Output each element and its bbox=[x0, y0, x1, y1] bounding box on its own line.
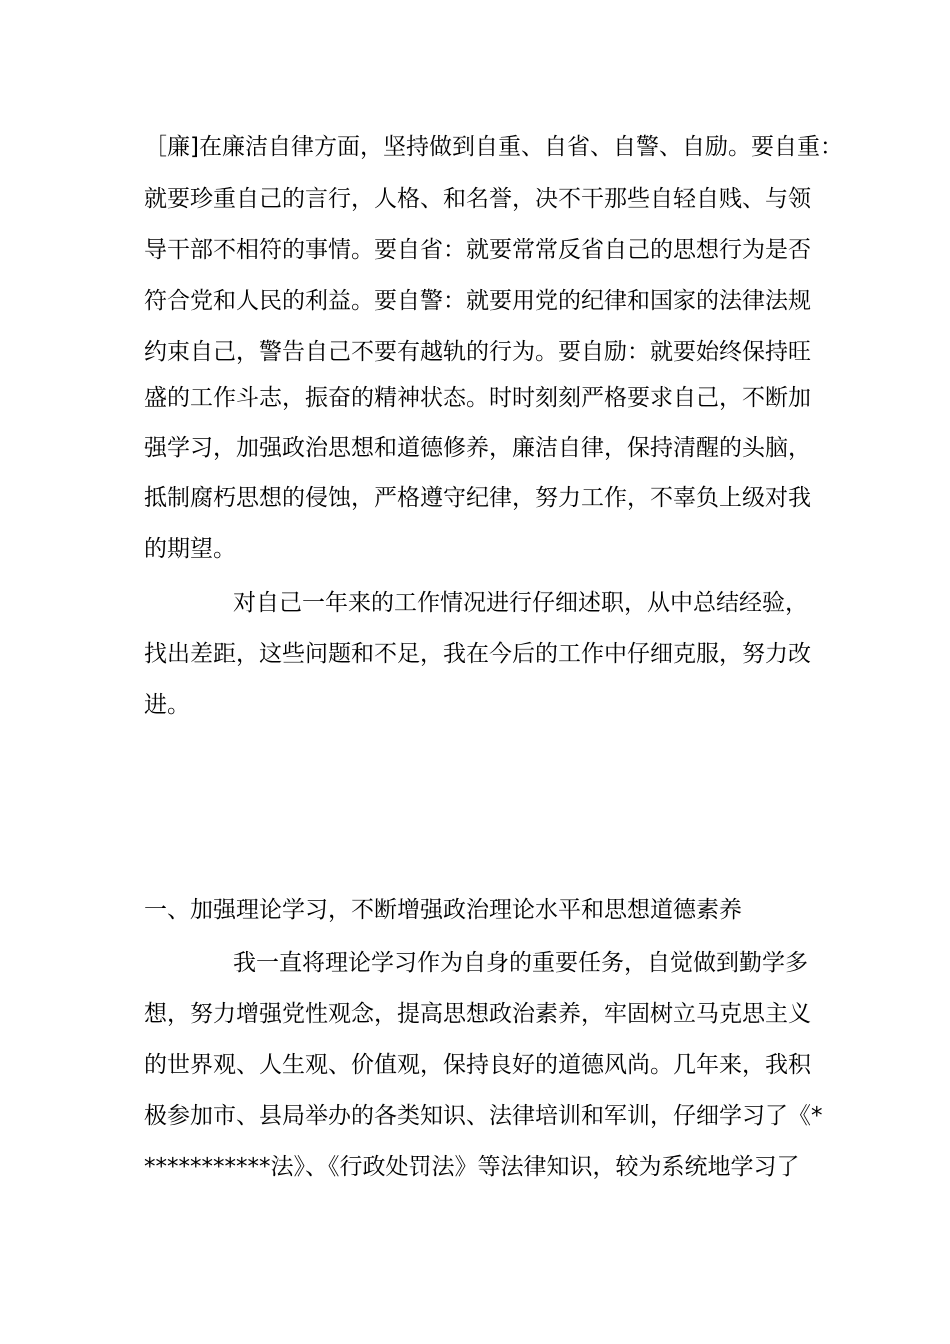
paragraph-2-line-1: 对自己一年来的工作情况进行仔细述职，从中总结经验， bbox=[233, 590, 808, 616]
paragraph-1-line-4: 符合党和人民的利益。要自警：就要用党的纪律和国家的法律法规 bbox=[144, 288, 811, 314]
paragraph-1-line-7: 强学习，加强政治思想和道德修养，廉洁自律，保持清醒的头脑， bbox=[144, 435, 811, 461]
paragraph-3-line-2: 想，努力增强党性观念，提高思想政治素养，牢固树立马克思主义 bbox=[144, 1001, 811, 1027]
paragraph-1-line-6: 盛的工作斗志，振奋的精神状态。时时刻刻严格要求自己，不断加 bbox=[144, 385, 811, 411]
paragraph-1-line-1: ［廉]在廉洁自律方面，坚持做到自重、自省、自警、自励。要自重： bbox=[144, 134, 843, 160]
paragraph-1-line-2: 就要珍重自己的言行，人格、和名誉，决不干那些自轻自贱、与领 bbox=[144, 186, 811, 212]
paragraph-1-line-9: 的期望。 bbox=[144, 536, 236, 562]
paragraph-3-line-3: 的世界观、人生观、价值观，保持良好的道德风尚。几年来，我积 bbox=[144, 1052, 811, 1078]
paragraph-3-line-5: ***********法》、《行政处罚法》等法律知识，较为系统地学习了 bbox=[144, 1154, 800, 1180]
paragraph-2-line-3: 进。 bbox=[144, 692, 190, 718]
paragraph-1-line-8: 抵制腐朽思想的侵蚀，严格遵守纪律，努力工作，不辜负上级对我 bbox=[144, 485, 811, 511]
paragraph-3-line-1: 我一直将理论学习作为自身的重要任务，自觉做到勤学多 bbox=[233, 950, 808, 976]
paragraph-1-line-3: 导干部不相符的事情。要自省：就要常常反省自己的思想行为是否 bbox=[144, 237, 811, 263]
paragraph-3-line-4: 极参加市、县局举办的各类知识、法律培训和军训，仔细学习了《* bbox=[144, 1103, 823, 1129]
paragraph-2-line-2: 找出差距，这些问题和不足，我在今后的工作中仔细克服，努力改 bbox=[144, 641, 811, 667]
paragraph-1-line-5: 约束自己，警告自己不要有越轨的行为。要自励：就要始终保持旺 bbox=[144, 339, 811, 365]
section-heading: 一、加强理论学习，不断增强政治理论水平和思想道德素养 bbox=[144, 897, 742, 923]
